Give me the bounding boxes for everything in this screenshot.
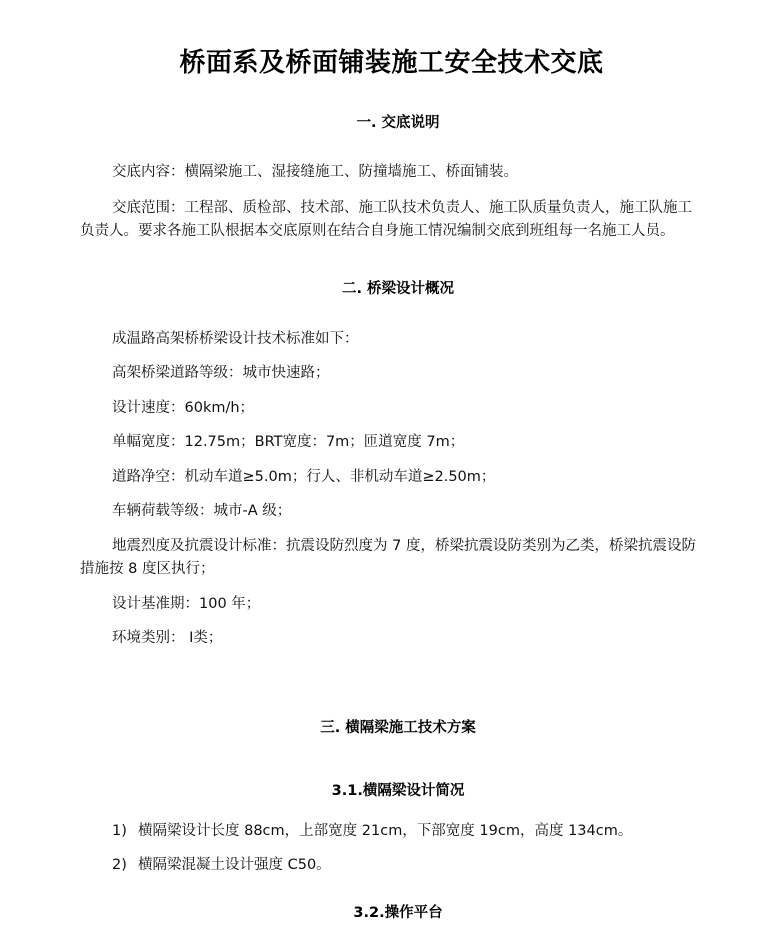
section-heading-1: 一. 交底说明: [356, 115, 440, 131]
subsection-heading-3-1: 3.1.横隔梁设计简况: [331, 783, 465, 799]
paragraph-load-grade: 车辆荷载等级：城市-A 级；: [112, 503, 292, 519]
list-item: [112, 820, 732, 843]
section-heading-3: 三. 横隔梁施工技术方案: [320, 720, 476, 736]
paragraph-seismic-line-1: 地震烈度及抗震设计标准：抗震设防烈度为 7 度，桥梁抗震设防类别为乙类，桥梁抗震设防: [112, 538, 696, 554]
document-title: 桥面系及桥面铺装施工安全技术交底: [179, 48, 604, 78]
subsection-heading-3-2: 3.2.操作平台: [353, 905, 443, 921]
paragraph-width: 单幅宽度：12.75m；BRT宽度：7m；匝道宽度 7m；: [112, 434, 465, 450]
paragraph-scope-line-1: 交底范围：工程部、质检部、技术部、施工队技术负责人、施工队质量负责人，施工队施工: [112, 200, 692, 216]
section-heading-2: 二. 桥梁设计概况: [341, 281, 455, 297]
paragraph-seismic: [80, 535, 720, 581]
paragraph-scope-line-2: 负责人。要求各施工队根据本交底原则在结合自身施工情况编制交底到班组每一名施工人员。: [80, 223, 675, 239]
paragraph-scope: [80, 197, 720, 243]
paragraph-content: 交底内容：横隔梁施工、湿接缝施工、防撞墙施工、桥面铺装。: [112, 164, 518, 180]
list-item-text: 横隔梁设计长度 88cm，上部宽度 21cm，下部宽度 19cm，高度 134cm。: [138, 823, 633, 839]
list-item-number: 2): [112, 857, 127, 873]
list-item-text: 横隔梁混凝土设计强度 C50。: [138, 857, 331, 873]
paragraph-environment: 环境类别： Ⅰ类；: [112, 630, 223, 646]
paragraph-seismic-line-2: 措施按 8 度区执行；: [80, 561, 215, 577]
paragraph-standards-intro: 成温路高架桥桥梁设计技术标准如下：: [112, 331, 359, 347]
list-item: [112, 854, 732, 877]
paragraph-design-speed: 设计速度：60km/h；: [112, 400, 255, 416]
paragraph-design-period: 设计基准期：100 年；: [112, 596, 261, 612]
paragraph-clearance: 道路净空：机动车道≥5.0m；行人、非机动车道≥2.50m；: [112, 469, 496, 485]
paragraph-road-grade: 高架桥梁道路等级：城市快速路；: [112, 365, 330, 381]
list-item-number: 1): [112, 823, 127, 839]
